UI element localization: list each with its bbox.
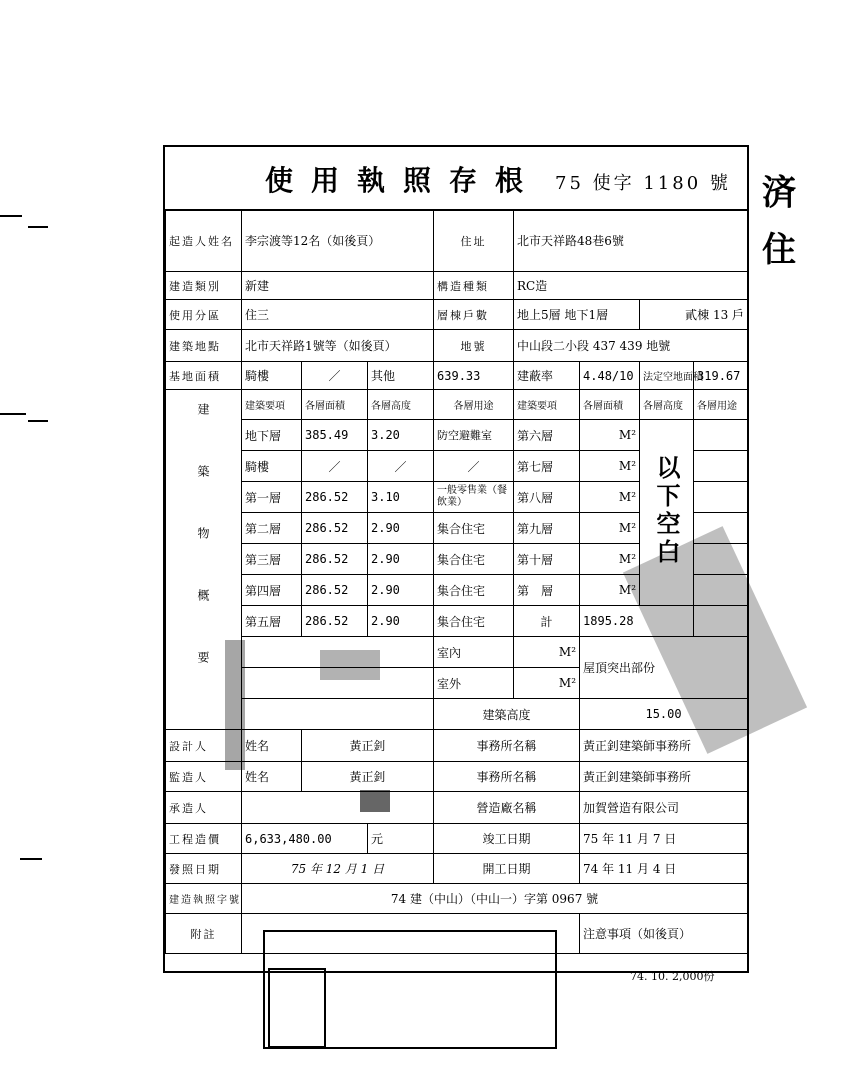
floor-use: 一般零售業（餐飲業） xyxy=(434,482,514,513)
header-item: 建築要項 xyxy=(242,390,302,420)
floor-height: 2.90 xyxy=(368,606,434,637)
supervisor-office: 黃正釗建築師事務所 xyxy=(580,762,748,792)
right-floor-name: 第十層 xyxy=(514,544,580,575)
open-space-value: 319.67 xyxy=(694,362,748,390)
other-label: 其他 xyxy=(368,362,434,390)
designer-office: 黃正釗建築師事務所 xyxy=(580,730,748,762)
print-run-note: 74. 10. 2,000份 xyxy=(630,970,715,983)
floor-name: 第三層 xyxy=(242,544,302,575)
margin-mark xyxy=(20,858,42,860)
lot-label: 地號 xyxy=(434,330,514,362)
right-area-unit: M² xyxy=(580,544,640,575)
outdoor-unit: M² xyxy=(514,668,580,699)
floor-name: 第五層 xyxy=(242,606,302,637)
floor-area: 286.52 xyxy=(302,544,368,575)
location-value: 北市天祥路1號等（如後頁） xyxy=(242,330,434,362)
right-floor-name: 第九層 xyxy=(514,513,580,544)
contractor-smudge xyxy=(242,792,434,824)
supervisor-name-label: 姓名 xyxy=(242,762,302,792)
address-label: 住址 xyxy=(434,210,514,272)
coverage-label: 建蔽率 xyxy=(514,362,580,390)
right-area-unit: M² xyxy=(580,575,640,606)
floor-area: 286.52 xyxy=(302,513,368,544)
building-height-value: 15.00 xyxy=(580,699,748,730)
start-date: 74 年 11 月 4 日 xyxy=(580,854,748,884)
header-use-2: 各層用途 xyxy=(694,390,748,420)
floor-height: 3.10 xyxy=(368,482,434,513)
outdoor-label: 室外 xyxy=(434,668,514,699)
coverage-value: 4.48/10 xyxy=(580,362,640,390)
floor-area: 286.52 xyxy=(302,606,368,637)
notes-value: 注意事項（如後頁） xyxy=(580,914,748,954)
structure-value: RC造 xyxy=(514,272,748,300)
notes-label: 附註 xyxy=(166,914,242,954)
permit-number: 75 使字 1180 號 xyxy=(555,173,731,194)
right-use xyxy=(694,482,748,513)
floor-area: ／ xyxy=(302,451,368,482)
designer-value: 黃正釗 xyxy=(302,730,434,762)
structure-label: 構造種類 xyxy=(434,272,514,300)
lot-value: 中山段二小段 437 439 地號 xyxy=(514,330,748,362)
edge-character: 済 xyxy=(762,173,796,213)
right-floor-name: 第 層 xyxy=(514,575,580,606)
building-height-label: 建築高度 xyxy=(434,699,580,730)
permit-label: 建造執照字號 xyxy=(166,884,242,914)
blank-note: 以下空白 xyxy=(652,455,682,567)
right-floor-name: 第八層 xyxy=(514,482,580,513)
building-summary-label: 建築物概要 xyxy=(196,403,210,713)
right-use xyxy=(694,451,748,482)
floors-label: 層棟戶數 xyxy=(434,300,514,330)
applicant-label: 起造人姓名 xyxy=(166,210,242,272)
margin-mark xyxy=(0,215,22,217)
site-area-label: 基地面積 xyxy=(166,362,242,390)
floor-area: 385.49 xyxy=(302,420,368,451)
cost-label: 工程造價 xyxy=(166,824,242,854)
floor-name: 騎樓 xyxy=(242,451,302,482)
use-zone-value: 住三 xyxy=(242,300,434,330)
floors-value: 地上5層 地下1層 xyxy=(514,300,640,330)
right-use xyxy=(694,420,748,451)
floor-use: 防空避難室 xyxy=(434,420,514,451)
floor-name: 第二層 xyxy=(242,513,302,544)
ink-smudge xyxy=(360,790,390,812)
header-item-2: 建築要項 xyxy=(514,390,580,420)
complete-date: 75 年 11 月 7 日 xyxy=(580,824,748,854)
floor-height: 2.90 xyxy=(368,575,434,606)
location-label: 建築地點 xyxy=(166,330,242,362)
roof-label: 屋頂突出部份 xyxy=(580,637,748,699)
right-area-unit: M² xyxy=(580,513,640,544)
right-floor-name: 第七層 xyxy=(514,451,580,482)
header-area: 各層面積 xyxy=(302,390,368,420)
floor-name: 第四層 xyxy=(242,575,302,606)
smudged-row-3 xyxy=(242,699,434,730)
floor-height: 2.90 xyxy=(368,544,434,575)
designer-label: 設計人 xyxy=(166,730,242,762)
floor-height: ／ xyxy=(368,451,434,482)
designer-office-label: 事務所名稱 xyxy=(434,730,580,762)
header-area-2: 各層面積 xyxy=(580,390,640,420)
floor-name: 第一層 xyxy=(242,482,302,513)
header-use: 各層用途 xyxy=(434,390,514,420)
total-value: 1895.28 xyxy=(580,606,694,637)
build-type-label: 建造類別 xyxy=(166,272,242,300)
ink-smudge xyxy=(225,640,245,770)
applicant-value: 李宗渡等12名（如後頁） xyxy=(242,210,434,272)
cost-unit: 元 xyxy=(368,824,434,854)
form-header xyxy=(165,147,747,211)
permit-value: 74 建（中山）（中山一）字第 0967 號 xyxy=(242,884,748,914)
units-value: 貳棟 13 戶 xyxy=(640,300,748,330)
margin-mark xyxy=(0,413,26,415)
build-type-value: 新建 xyxy=(242,272,434,300)
floor-height: 2.90 xyxy=(368,513,434,544)
cost-value: 6,633,480.00 xyxy=(242,824,368,854)
header-height-2: 各層高度 xyxy=(640,390,694,420)
ink-smudge xyxy=(320,650,380,680)
address-value: 北市天祥路48巷6號 xyxy=(514,210,748,272)
contractor-label: 承造人 xyxy=(166,792,242,824)
open-space-label: 法定空地面積 xyxy=(640,362,694,390)
floor-use: 集合住宅 xyxy=(434,575,514,606)
start-label: 開工日期 xyxy=(434,854,580,884)
factory-label: 營造廠名稱 xyxy=(434,792,580,824)
arcade-value: ／ xyxy=(302,362,368,390)
right-area-unit: M² xyxy=(580,482,640,513)
floor-name: 地下層 xyxy=(242,420,302,451)
floor-use: 集合住宅 xyxy=(434,606,514,637)
total-label: 計 xyxy=(514,606,580,637)
issue-label: 發照日期 xyxy=(166,854,242,884)
supervisor-office-label: 事務所名稱 xyxy=(434,762,580,792)
indoor-unit: M² xyxy=(514,637,580,668)
designer-name-label: 姓名 xyxy=(242,730,302,762)
margin-mark xyxy=(28,226,48,228)
floor-area: 286.52 xyxy=(302,482,368,513)
contractor-firm: 加賀營造有限公司 xyxy=(580,792,748,824)
floor-use: 集合住宅 xyxy=(434,544,514,575)
right-area-unit: M² xyxy=(580,451,640,482)
floor-use: ／ xyxy=(434,451,514,482)
form-title: 使用執照存根 xyxy=(265,164,542,197)
issue-date: 75 年 12 月 1 日 xyxy=(242,854,434,884)
floor-use: 集合住宅 xyxy=(434,513,514,544)
floor-height: 3.20 xyxy=(368,420,434,451)
arcade-label: 騎樓 xyxy=(242,362,302,390)
edge-character: 住 xyxy=(762,230,796,270)
supervisor-label: 監造人 xyxy=(166,762,242,792)
right-floor-name: 第六層 xyxy=(514,420,580,451)
complete-label: 竣工日期 xyxy=(434,824,580,854)
indoor-label: 室內 xyxy=(434,637,514,668)
right-area-unit: M² xyxy=(580,420,640,451)
use-zone-label: 使用分區 xyxy=(166,300,242,330)
header-height: 各層高度 xyxy=(368,390,434,420)
supervisor-value: 黃正釗 xyxy=(302,762,434,792)
floor-area: 286.52 xyxy=(302,575,368,606)
margin-mark xyxy=(28,420,48,422)
other-area: 639.33 xyxy=(434,362,514,390)
seal-stamp xyxy=(268,968,326,1048)
